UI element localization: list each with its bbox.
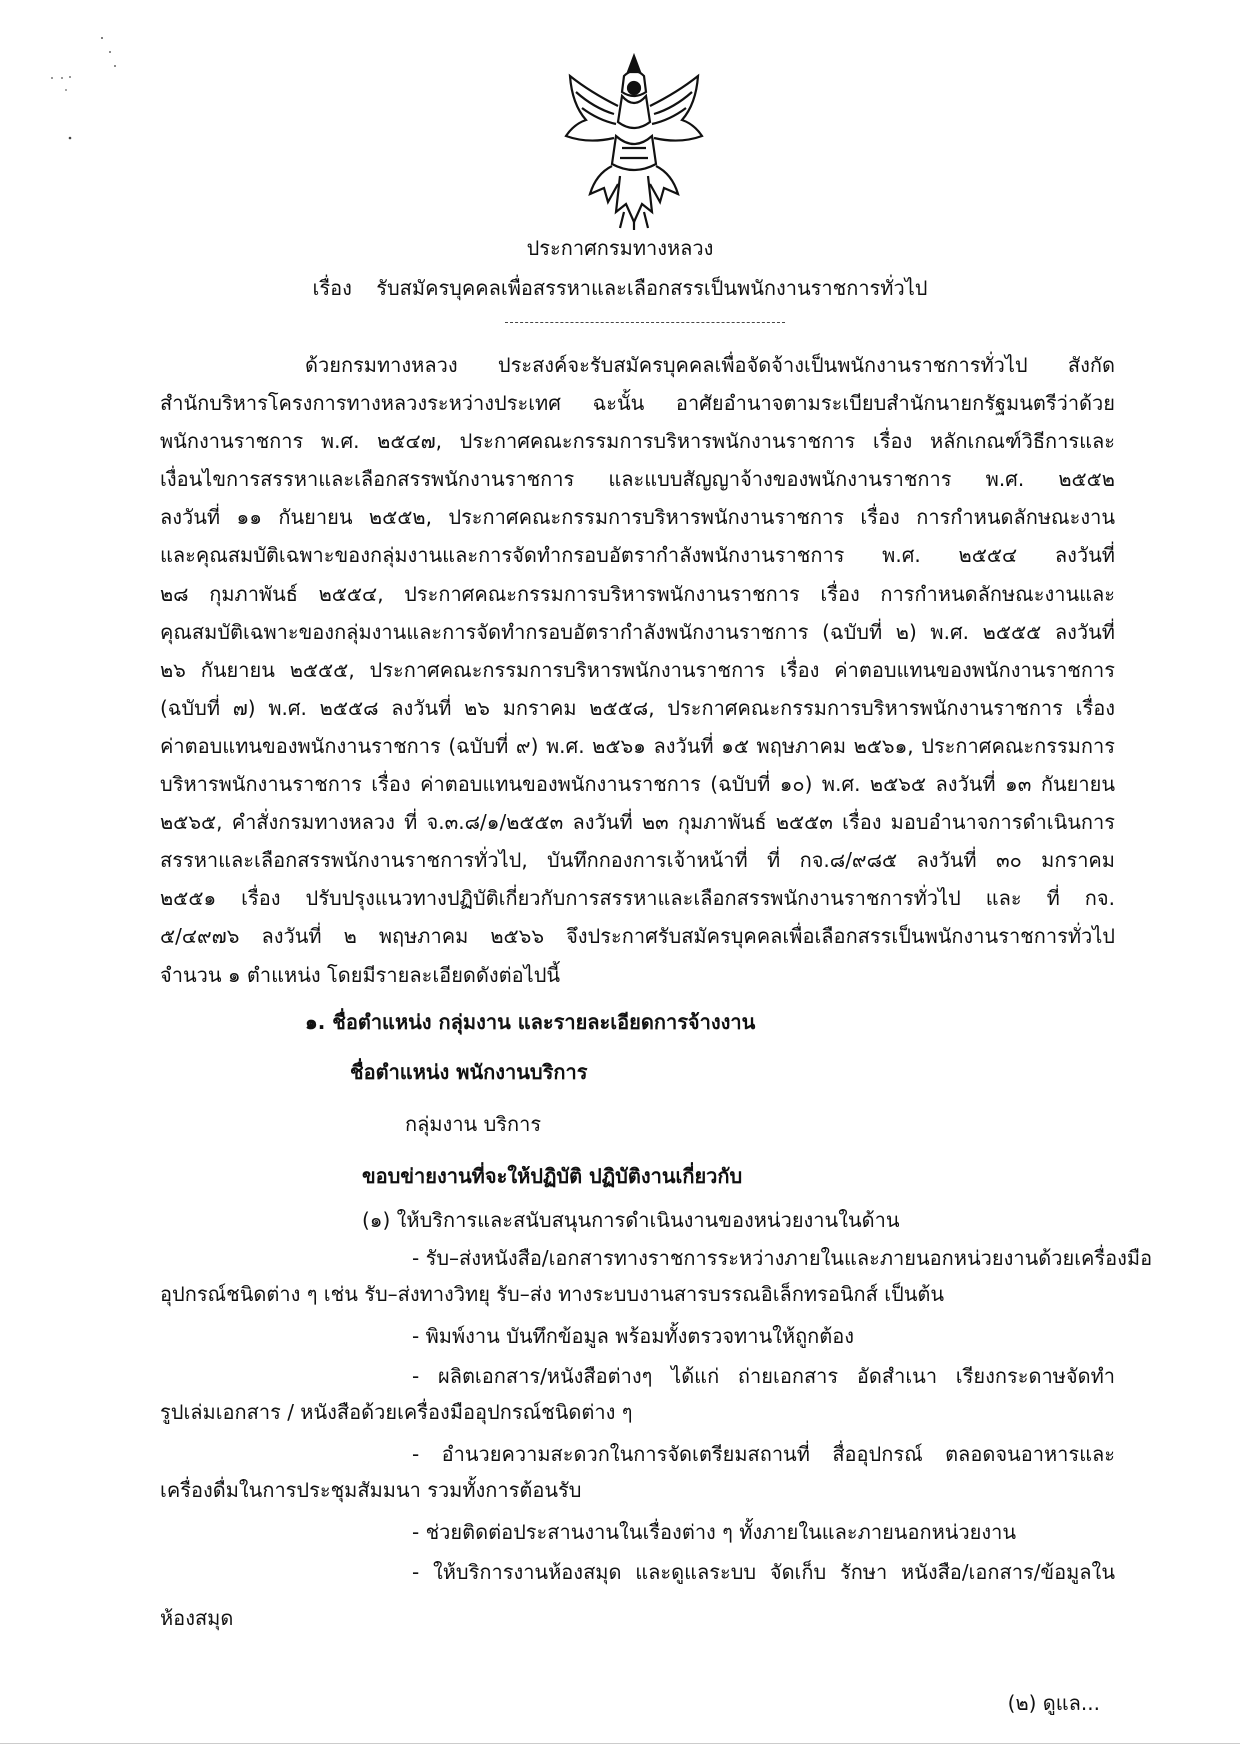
bullet-text: - รับ–ส่งหนังสือ/เอกสารทางราชการระหว่างภายในและภายนอกหน่วยงานด้วยเครื่องมือ bbox=[412, 1246, 1153, 1270]
bullet-text-cont: รูปเล่มเอกสาร / หนังสือด้วยเครื่องมืออุปกรณ์ชนิดต่าง ๆ bbox=[160, 1400, 633, 1424]
intro-line: ๒๘ กุมภาพันธ์ ๒๕๕๔, ประกาศคณะกรรมการบริหารพนักงานราชการ เรื่อง การกำหนดลักษณะงานและ bbox=[160, 581, 1115, 606]
intro-line: ลงวันที่ ๑๑ กันยายน ๒๕๕๒, ประกาศคณะกรรมการบริหารพนักงานราชการ เรื่อง การกำหนดลักษณะงาน bbox=[160, 505, 1115, 530]
bullet-text-cont: อุปกรณ์ชนิดต่าง ๆ เช่น รับ–ส่งทางวิทยุ รับ–ส่ง ทางระบบงานสารบรรณอิเล็กทรอนิกส์ เป็นต้น bbox=[160, 1282, 945, 1306]
subject-label: เรื่อง bbox=[312, 276, 352, 300]
divider bbox=[505, 322, 785, 323]
scan-edge bbox=[0, 1743, 1240, 1744]
bullet-text: - พิมพ์งาน บันทึกข้อมูล พร้อมทั้งตรวจทานให้ถูกต้อง bbox=[412, 1324, 855, 1348]
position-name: ชื่อตำแหน่ง พนักงานบริการ bbox=[350, 1060, 588, 1084]
bullet-text-cont: ห้องสมุด bbox=[160, 1606, 234, 1630]
intro-line: จำนวน ๑ ตำแหน่ง โดยมีรายละเอียดดังต่อไปนี้ bbox=[160, 962, 561, 987]
intro-line: ค่าตอบแทนของพนักงานราชการ (ฉบับที่ ๙) พ.ศ. ๒๕๖๑ ลงวันที่ ๑๕ พฤษภาคม ๒๕๖๑, ประกาศคณะกรรมการ bbox=[160, 733, 1115, 758]
intro-line: พนักงานราชการ พ.ศ. ๒๕๔๗, ประกาศคณะกรรมการบริหารพนักงานราชการ เรื่อง หลักเกณฑ์วิธีการและ bbox=[160, 429, 1115, 454]
intro-line: ๒๕๖๕, คำสั่งกรมทางหลวง ที่ จ.๓.๘/๑/๒๕๕๓ ลงวันที่ ๒๓ กุมภาพันธ์ ๒๕๕๓ เรื่อง มอบอำนาจการดำเนินการ bbox=[160, 810, 1115, 835]
intro-line: และคุณสมบัติเฉพาะของกลุ่มงานและการจัดทำกรอบอัตรากำลังพนักงานราชการ พ.ศ. ๒๕๕๔ ลงวันที่ bbox=[160, 543, 1115, 568]
continuation-note: (๒) ดูแล... bbox=[1007, 1691, 1100, 1715]
intro-line: ด้วยกรมทางหลวง ประสงค์จะรับสมัครบุคคลเพื่อจัดจ้างเป็นพนักงานราชการทั่วไป สังกัด bbox=[305, 353, 1115, 377]
bullet-text-cont: เครื่องดื่มในการประชุมสัมมนา รวมทั้งการต้อนรับ bbox=[160, 1478, 582, 1502]
bullet-6 bbox=[160, 1554, 1115, 1636]
section1-heading: ๑. ชื่อตำแหน่ง กลุ่มงาน และรายละเอียดการจ้างงาน bbox=[305, 1010, 756, 1034]
bullet-text: - อำนวยความสะดวกในการจัดเตรียมสถานที่ สื่ออุปกรณ์ ตลอดจนอาหารและ bbox=[412, 1442, 1115, 1466]
intro-line: สรรหาและเลือกสรรพนักงานราชการทั่วไป, บันทึกกองการเจ้าหน้าที่ ที่ กจ.๘/๙๘๕ ลงวันที่ ๓๐ มกราคม bbox=[160, 848, 1115, 873]
intro-line: ๕/๔๙๗๖ ลงวันที่ ๒ พฤษภาคม ๒๕๖๖ จึงประกาศรับสมัครบุคคลเพื่อเลือกสรรเป็นพนักงานราชการทั่วไป bbox=[160, 924, 1115, 949]
bullet-1 bbox=[160, 1240, 1153, 1312]
scope-heading: ขอบข่ายงานที่จะให้ปฏิบัติ ปฏิบัติงานเกี่ยวกับ bbox=[362, 1164, 743, 1188]
bullet-3 bbox=[160, 1358, 1115, 1430]
intro-line: สำนักบริหารโครงการทางหลวงระหว่างประเทศ ฉะนั้น อาศัยอำนาจตามระเบียบสำนักนายกรัฐมนตรีว่าด้วย bbox=[160, 391, 1115, 416]
garuda-emblem-icon bbox=[560, 52, 708, 230]
bullet-text: - ให้บริการงานห้องสมุด และดูแลระบบ จัดเก็บ รักษา หนังสือ/เอกสาร/ข้อมูลใน bbox=[412, 1560, 1115, 1584]
intro-line: คุณสมบัติเฉพาะของกลุ่มงานและการจัดทำกรอบอัตรากำลังพนักงานราชการ (ฉบับที่ ๒) พ.ศ. ๒๕๕๕ ลงวันที่ bbox=[160, 619, 1115, 644]
intro-paragraph bbox=[160, 346, 1115, 994]
bullet-4 bbox=[160, 1436, 1115, 1508]
subject-text: รับสมัครบุคคลเพื่อสรรหาและเลือกสรรเป็นพนักงานราชการทั่วไป bbox=[376, 276, 928, 300]
item-1: (๑) ให้บริการและสนับสนุนการดำเนินงานของหน่วยงานในด้าน bbox=[362, 1208, 900, 1232]
bullet-text: - ผลิตเอกสาร/หนังสือต่างๆ ได้แก่ ถ่ายเอกสาร อัดสำเนา เรียงกระดาษจัดทำ bbox=[412, 1364, 1115, 1388]
document-title: ประกาศกรมทางหลวง bbox=[526, 236, 714, 260]
bullet-5 bbox=[160, 1514, 1115, 1550]
intro-line: ๒๕๕๑ เรื่อง ปรับปรุงแนวทางปฏิบัติเกี่ยวกับการสรรหาและเลือกสรรพนักงานราชการทั่วไป และ ที่ กจ. bbox=[160, 886, 1115, 911]
work-group: กลุ่มงาน บริการ bbox=[405, 1112, 542, 1136]
bullet-text: - ช่วยติดต่อประสานงานในเรื่องต่าง ๆ ทั้งภายในและภายนอกหน่วยงาน bbox=[412, 1520, 1017, 1544]
intro-line: (ฉบับที่ ๗) พ.ศ. ๒๕๕๘ ลงวันที่ ๒๖ มกราคม ๒๕๕๘, ประกาศคณะกรรมการบริหารพนักงานราชการ เรื่อง bbox=[160, 695, 1115, 720]
bullet-2 bbox=[160, 1318, 1115, 1354]
document-subject bbox=[0, 272, 1240, 304]
intro-line: เงื่อนไขการสรรหาและเลือกสรรพนักงานราชการ และแบบสัญญาจ้างของพนักงานราชการ พ.ศ. ๒๕๕๒ bbox=[160, 467, 1115, 492]
intro-line: บริหารพนักงานราชการ เรื่อง ค่าตอบแทนของพนักงานราชการ (ฉบับที่ ๑๐) พ.ศ. ๒๕๖๕ ลงวันที่ ๑๓ กันยายน bbox=[160, 772, 1115, 797]
intro-line: ๒๖ กันยายน ๒๕๕๕, ประกาศคณะกรรมการบริหารพนักงานราชการ เรื่อง ค่าตอบแทนของพนักงานราชการ bbox=[160, 657, 1115, 682]
scan-specks bbox=[30, 30, 150, 160]
